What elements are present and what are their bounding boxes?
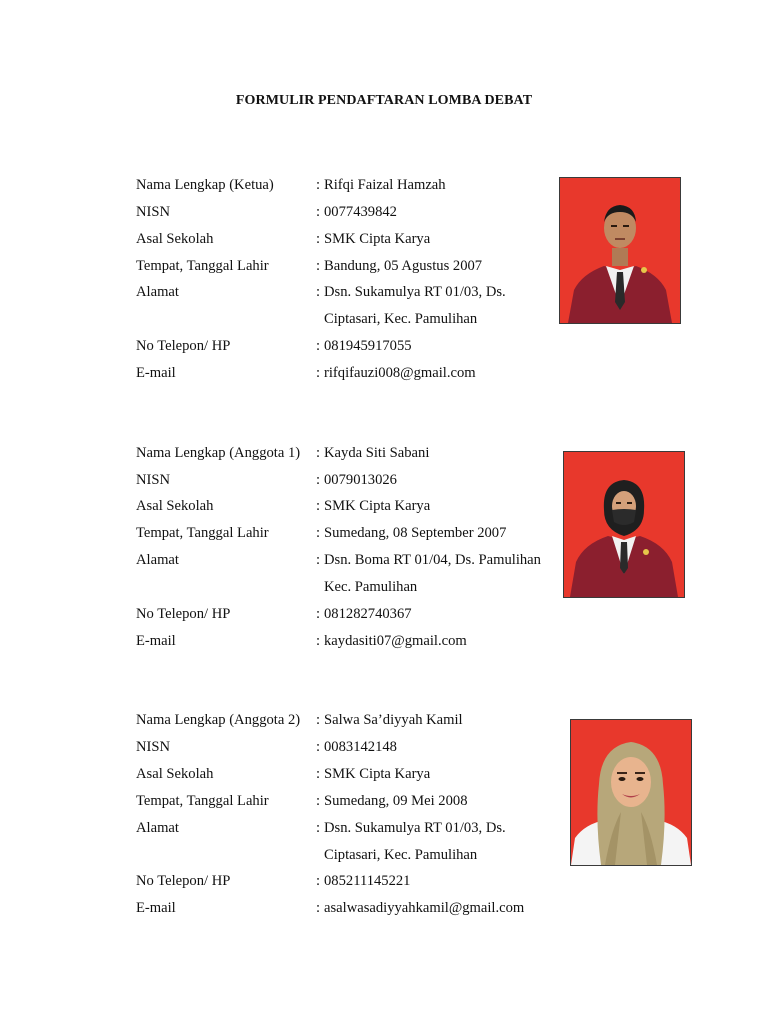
separator: :	[316, 338, 321, 354]
separator: :	[316, 258, 321, 274]
value-name: Kayda Siti Sabani	[324, 445, 430, 461]
value-phone: 085211145221	[324, 873, 411, 889]
label-school: Asal Sekolah	[136, 231, 214, 247]
value-school: SMK Cipta Karya	[324, 231, 431, 247]
label-name: Nama Lengkap (Ketua)	[136, 177, 274, 193]
portrait-male-blazer-icon	[560, 178, 680, 323]
value-name: Rifqi Faizal Hamzah	[324, 177, 446, 193]
value-email: asalwasadiyyahkamil@gmail.com	[324, 900, 525, 916]
value-email: rifqifauzi008@gmail.com	[324, 365, 476, 381]
label-address: Alamat	[136, 552, 179, 568]
label-email: E-mail	[136, 365, 176, 381]
label-school: Asal Sekolah	[136, 766, 214, 782]
separator: :	[316, 900, 321, 916]
member-photo-anggota-2	[570, 719, 692, 866]
value-email: kaydasiti07@gmail.com	[324, 633, 467, 649]
value-phone: 081282740367	[324, 606, 412, 622]
separator: :	[316, 498, 321, 514]
separator: :	[316, 793, 321, 809]
value-birth: Sumedang, 08 September 2007	[324, 525, 507, 541]
label-phone: No Telepon/ HP	[136, 606, 231, 622]
label-birth: Tempat, Tanggal Lahir	[136, 258, 269, 274]
label-address: Alamat	[136, 284, 179, 300]
value-school: SMK Cipta Karya	[324, 498, 431, 514]
separator: :	[316, 606, 321, 622]
value-address-line1: Dsn. Sukamulya RT 01/03, Ds.	[324, 284, 506, 300]
value-address-line2: Kec. Pamulihan	[324, 579, 418, 595]
label-phone: No Telepon/ HP	[136, 873, 231, 889]
separator: :	[316, 231, 321, 247]
label-phone: No Telepon/ HP	[136, 338, 231, 354]
member-photo-anggota-1	[563, 451, 685, 598]
value-name: Salwa Sa’diyyah Kamil	[324, 712, 463, 728]
value-school: SMK Cipta Karya	[324, 766, 431, 782]
value-nisn: 0083142148	[324, 739, 397, 755]
label-nisn: NISN	[136, 204, 171, 220]
value-birth: Bandung, 05 Agustus 2007	[324, 258, 483, 274]
separator: :	[316, 820, 321, 836]
separator: :	[316, 633, 321, 649]
label-birth: Tempat, Tanggal Lahir	[136, 793, 269, 809]
separator: :	[316, 365, 321, 381]
member-photo-ketua	[559, 177, 681, 324]
label-name: Nama Lengkap (Anggota 1)	[136, 445, 301, 461]
separator: :	[316, 177, 321, 193]
separator: :	[316, 739, 321, 755]
separator: :	[316, 712, 321, 728]
separator: :	[316, 445, 321, 461]
value-address-line1: Dsn. Boma RT 01/04, Ds. Pamulihan	[324, 552, 541, 568]
separator: :	[316, 873, 321, 889]
separator: :	[316, 472, 321, 488]
value-address-line2: Ciptasari, Kec. Pamulihan	[324, 311, 478, 327]
separator: :	[316, 525, 321, 541]
value-birth: Sumedang, 09 Mei 2008	[324, 793, 468, 809]
separator: :	[316, 552, 321, 568]
value-nisn: 0077439842	[324, 204, 397, 220]
label-address: Alamat	[136, 820, 179, 836]
value-nisn: 0079013026	[324, 472, 397, 488]
label-name: Nama Lengkap (Anggota 2)	[136, 712, 301, 728]
label-email: E-mail	[136, 633, 176, 649]
value-phone: 081945917055	[324, 338, 412, 354]
label-nisn: NISN	[136, 472, 171, 488]
form-title: FORMULIR PENDAFTARAN LOMBA DEBAT	[235, 93, 533, 108]
value-address-line1: Dsn. Sukamulya RT 01/03, Ds.	[324, 820, 506, 836]
value-address-line2: Ciptasari, Kec. Pamulihan	[324, 847, 478, 863]
label-nisn: NISN	[136, 739, 171, 755]
separator: :	[316, 766, 321, 782]
portrait-female-hijab-icon	[571, 720, 691, 865]
portrait-female-hijab-blazer-icon	[564, 452, 684, 597]
label-email: E-mail	[136, 900, 176, 916]
separator: :	[316, 204, 321, 220]
label-school: Asal Sekolah	[136, 498, 214, 514]
label-birth: Tempat, Tanggal Lahir	[136, 525, 269, 541]
separator: :	[316, 284, 321, 300]
